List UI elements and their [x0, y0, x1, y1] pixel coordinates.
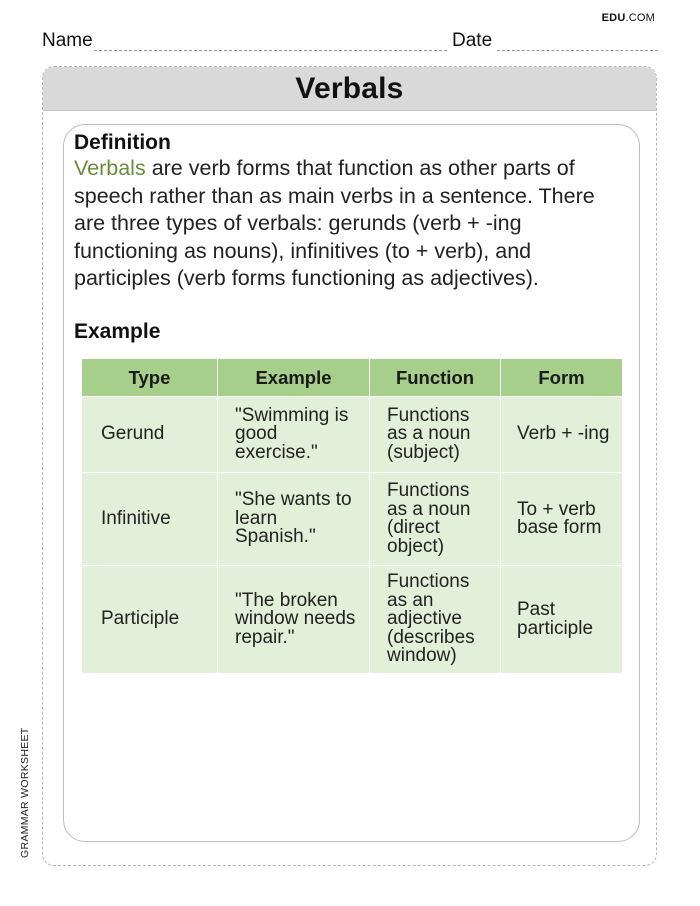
- brand-logo-bold: EDU: [601, 12, 626, 24]
- cell-form: Past participle: [501, 566, 623, 674]
- page-title: Verbals: [295, 71, 404, 105]
- date-label: Date: [452, 30, 493, 51]
- table-header-row: [82, 359, 623, 397]
- example-heading: Example: [74, 320, 161, 343]
- table-row: [82, 397, 623, 473]
- brand-logo: [602, 12, 655, 24]
- definition-text: [74, 155, 629, 293]
- cell-example: "The broken window needs repair.": [218, 566, 370, 674]
- cell-type: Participle: [82, 566, 218, 674]
- definition-heading: Definition: [74, 131, 171, 154]
- cell-function: Functions as an adjective (describes window): [370, 566, 501, 674]
- side-label: GRAMMAR WORKSHEET: [19, 727, 31, 858]
- cell-form: To + verb base form: [501, 473, 623, 566]
- content-box: [63, 124, 640, 842]
- cell-form: Verb + -ing: [501, 397, 623, 473]
- definition-term: Verbals: [74, 156, 146, 180]
- name-date-row: [40, 30, 658, 52]
- column-header-form: Form: [501, 359, 623, 397]
- cell-example: "Swimming is good exercise.": [218, 397, 370, 473]
- table-row: [82, 566, 623, 674]
- table-row: [82, 473, 623, 566]
- example-table: [81, 358, 623, 674]
- column-header-example: Example: [218, 359, 370, 397]
- brand-logo-rest: .COM: [625, 12, 655, 24]
- name-label: Name: [42, 30, 93, 51]
- column-header-type: Type: [82, 359, 218, 397]
- column-header-function: Function: [370, 359, 501, 397]
- definition-body: are verb forms that function as other parts of speech rather than as main verbs in a sentence. There are three types of verbals: gerunds (verb + -ing functioning as nouns), infinitives (to + verb), and participles (verb forms functioning as adjectives).: [74, 156, 595, 290]
- cell-function: Functions as a noun (subject): [370, 397, 501, 473]
- cell-example: "She wants to learn Spanish.": [218, 473, 370, 566]
- name-field[interactable]: [94, 50, 447, 51]
- cell-type: Gerund: [82, 397, 218, 473]
- date-field[interactable]: [497, 50, 658, 51]
- cell-type: Infinitive: [82, 473, 218, 566]
- title-bar: [43, 67, 656, 111]
- worksheet: [42, 66, 657, 866]
- cell-function: Functions as a noun (direct object): [370, 473, 501, 566]
